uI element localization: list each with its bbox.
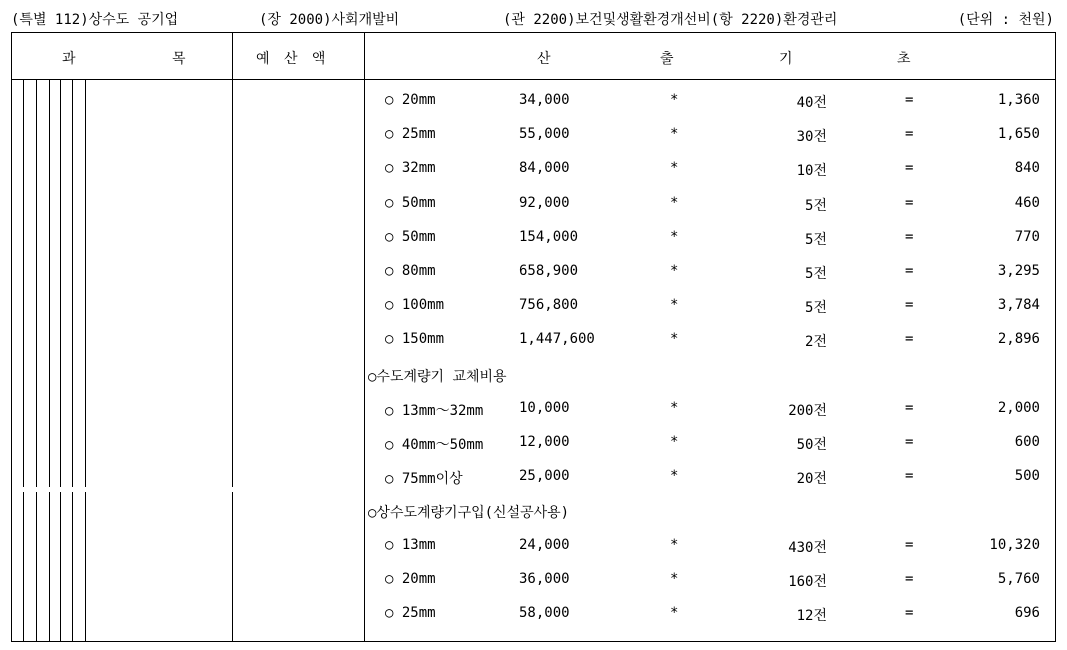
unit-price: 36,000 <box>519 570 570 587</box>
unit-price: 84,000 <box>519 160 570 177</box>
header-subject-1: 과 <box>62 51 76 67</box>
item-label: ○ 25mm <box>385 605 436 621</box>
amount: 2,896 <box>997 331 1040 348</box>
amount: 696 <box>1014 605 1040 621</box>
equals-sign: = <box>905 228 914 245</box>
multiply-sign: * <box>670 399 679 416</box>
multiply-sign: * <box>670 297 679 314</box>
amount: 600 <box>1014 434 1040 450</box>
amount: 5,760 <box>997 570 1040 587</box>
table-row <box>0 321 1067 355</box>
table-row <box>0 253 1067 287</box>
unit-price: 1,447,600 <box>519 331 595 348</box>
item-label: ○ 100mm <box>385 297 445 314</box>
table-row <box>0 561 1067 595</box>
multiply-sign: * <box>670 263 679 279</box>
unit-price: 154,000 <box>519 228 579 245</box>
item-label: ○ 20mm <box>385 92 436 108</box>
quantity: 5전 <box>805 197 827 214</box>
item-label: ○ 25mm <box>385 126 436 143</box>
quantity: 430전 <box>788 539 827 556</box>
equals-sign: = <box>905 331 914 348</box>
amount: 840 <box>1014 160 1040 177</box>
quantity: 5전 <box>805 266 827 282</box>
header-divider <box>11 79 1056 80</box>
quantity: 5전 <box>805 300 827 317</box>
unit-price: 25,000 <box>519 468 570 485</box>
multiply-sign: * <box>670 605 679 621</box>
item-label: ○ 32mm <box>385 160 436 177</box>
item-label: ○ 50mm <box>385 194 436 211</box>
unit-price: 658,900 <box>519 263 579 279</box>
unit-price: 92,000 <box>519 194 570 211</box>
amount: 1,360 <box>997 92 1040 108</box>
equals-sign: = <box>905 160 914 177</box>
section-heading-row <box>0 492 1067 526</box>
equals-sign: = <box>905 297 914 314</box>
quantity: 160전 <box>788 573 827 590</box>
table-row <box>0 527 1067 561</box>
header-subject-2: 목 <box>172 51 186 67</box>
table-row <box>0 595 1067 629</box>
item-label: ○ 150mm <box>385 331 445 348</box>
item-label: ○ 20mm <box>385 570 436 587</box>
equals-sign: = <box>905 434 914 450</box>
item-label: ○ 50mm <box>385 228 436 245</box>
quantity: 30전 <box>796 129 827 146</box>
amount: 770 <box>1014 228 1040 245</box>
multiply-sign: * <box>670 434 679 450</box>
multiply-sign: * <box>670 536 679 553</box>
unit-label: (단위 : 천원) <box>957 12 1054 28</box>
amount: 500 <box>1014 468 1040 485</box>
table-row <box>0 82 1067 116</box>
multiply-sign: * <box>670 228 679 245</box>
header-budget: 예 산 액 <box>256 51 326 67</box>
equals-sign: = <box>905 399 914 416</box>
table-row <box>0 185 1067 219</box>
section-heading: ○상수도계량기구입(신설공사용) <box>368 505 570 522</box>
equals-sign: = <box>905 605 914 621</box>
equals-sign: = <box>905 126 914 143</box>
amount: 3,784 <box>997 297 1040 314</box>
item-label: ○ 80mm <box>385 263 436 279</box>
amount: 10,320 <box>989 536 1040 553</box>
item-label: ○ 40mm～50mm <box>385 437 484 453</box>
item-label: ○ 13mm <box>385 536 436 553</box>
multiply-sign: * <box>670 331 679 348</box>
header-basis-3: 기 <box>779 51 793 67</box>
fund-title: (특별 112)상수도 공기업 <box>11 12 179 28</box>
unit-price: 10,000 <box>519 399 570 416</box>
equals-sign: = <box>905 194 914 211</box>
multiply-sign: * <box>670 468 679 485</box>
quantity: 50전 <box>796 437 827 453</box>
multiply-sign: * <box>670 92 679 108</box>
equals-sign: = <box>905 536 914 553</box>
table-row <box>0 424 1067 458</box>
unit-price: 34,000 <box>519 92 570 108</box>
header-basis-1: 산 <box>537 51 551 67</box>
equals-sign: = <box>905 92 914 108</box>
unit-price: 58,000 <box>519 605 570 621</box>
table-row <box>0 287 1067 321</box>
quantity: 200전 <box>788 402 827 419</box>
quantity: 10전 <box>796 163 827 180</box>
quantity: 5전 <box>805 231 827 248</box>
chapter-title: (장 2000)사회개발비 <box>259 12 400 28</box>
quantity: 40전 <box>796 95 827 111</box>
header-basis-2: 출 <box>660 51 674 67</box>
table-row <box>0 219 1067 253</box>
quantity: 20전 <box>796 471 827 488</box>
table-row <box>0 458 1067 492</box>
unit-price: 55,000 <box>519 126 570 143</box>
header-basis-4: 초 <box>897 51 911 67</box>
multiply-sign: * <box>670 570 679 587</box>
amount: 460 <box>1014 194 1040 211</box>
multiply-sign: * <box>670 194 679 211</box>
section-title: (관 2200)보건및생활환경개선비(항 2220)환경관리 <box>503 12 838 28</box>
quantity: 2전 <box>805 334 827 351</box>
section-heading-row <box>0 356 1067 390</box>
section-heading: ○수도계량기 교체비용 <box>368 368 507 385</box>
item-label: ○ 75mm이상 <box>385 471 463 488</box>
equals-sign: = <box>905 468 914 485</box>
unit-price: 12,000 <box>519 434 570 450</box>
unit-price: 24,000 <box>519 536 570 553</box>
item-label: ○ 13mm～32mm <box>385 402 484 419</box>
equals-sign: = <box>905 570 914 587</box>
amount: 1,650 <box>997 126 1040 143</box>
amount: 2,000 <box>997 399 1040 416</box>
table-row <box>0 116 1067 150</box>
equals-sign: = <box>905 263 914 279</box>
table-row <box>0 390 1067 424</box>
quantity: 12전 <box>796 608 827 624</box>
multiply-sign: * <box>670 126 679 143</box>
multiply-sign: * <box>670 160 679 177</box>
table-row <box>0 150 1067 184</box>
unit-price: 756,800 <box>519 297 579 314</box>
amount: 3,295 <box>997 263 1040 279</box>
